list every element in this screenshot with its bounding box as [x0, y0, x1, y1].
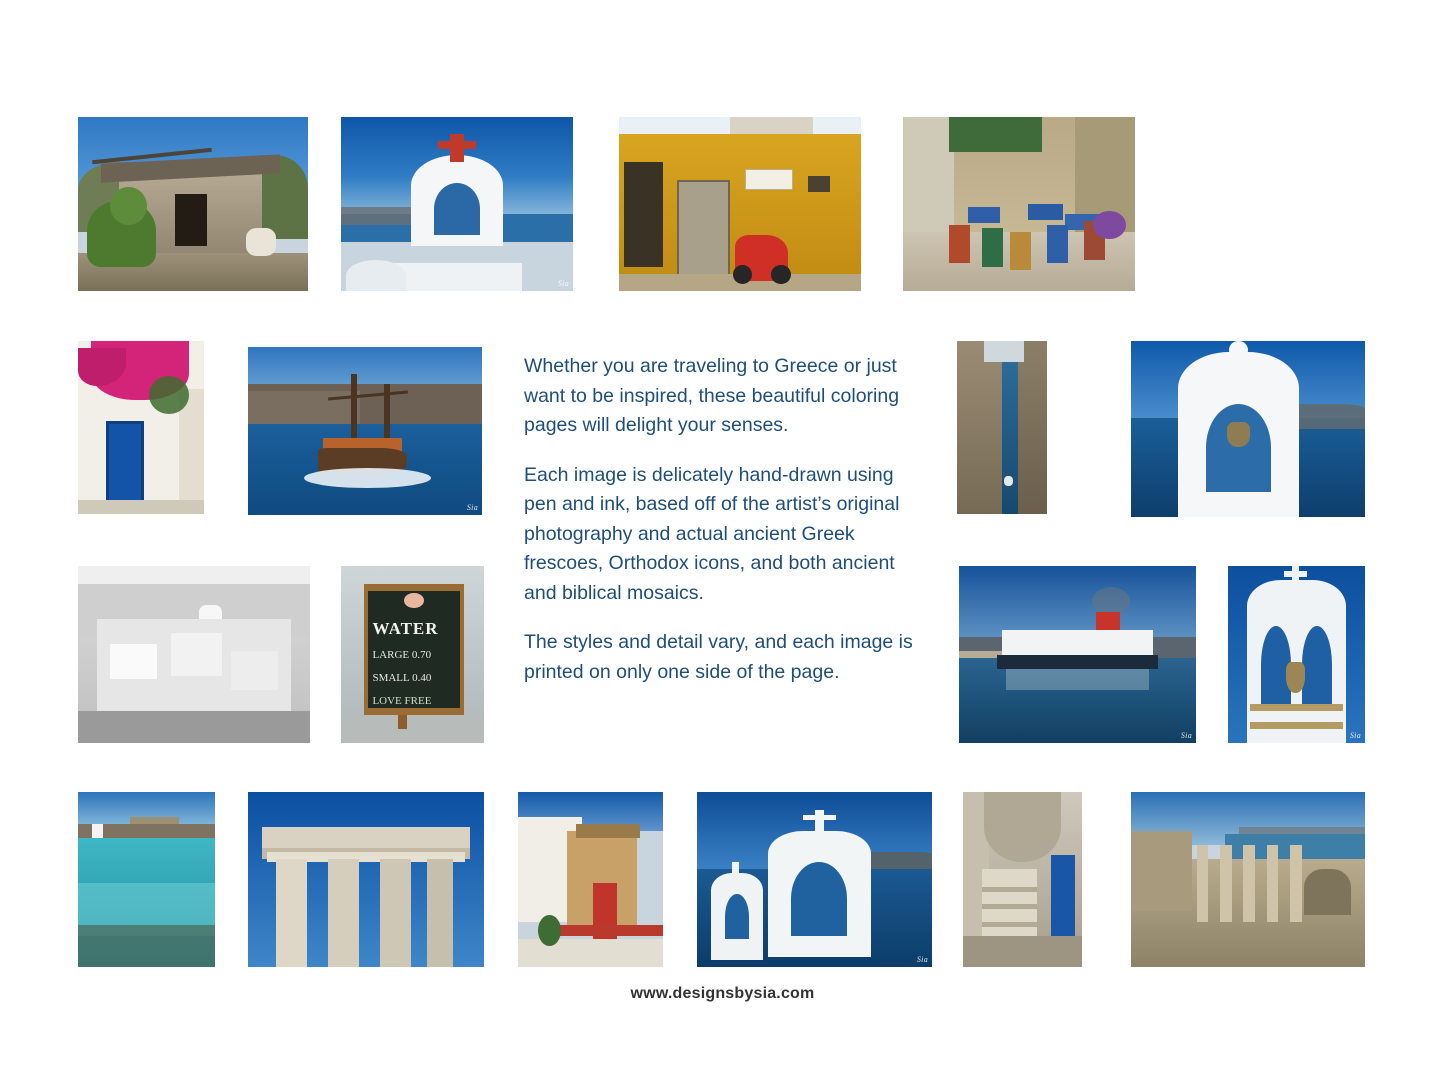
footer-website[interactable]: www.designsbysia.com	[630, 985, 815, 1002]
photo-canal-corinth	[957, 341, 1047, 514]
photo-yellow-wall-scooter	[619, 117, 861, 291]
photo-ferry-harbour	[959, 566, 1196, 743]
chalk-line-water: WATER	[372, 619, 439, 639]
photo-sailing-ship	[248, 347, 482, 515]
photo-turquoise-bay	[78, 792, 215, 967]
photo-bell-arch-sea	[1131, 341, 1365, 517]
chalk-line-large: LARGE 0.70	[372, 649, 432, 662]
photo-bell-tower-arches	[1228, 566, 1365, 743]
photo-water-chalkboard	[341, 566, 484, 743]
photo-taverna-alley	[903, 117, 1135, 291]
photo-alley-steps-blue-door	[963, 792, 1082, 967]
photo-signature: Sia	[1349, 731, 1361, 740]
body-paragraph-2: Each image is delicately hand-drawn using pen and ink, based off of the artist’s original photography and actual ancient Greek frescoes, Orthodox icons, and both ancient and biblical mosaics.	[524, 463, 900, 604]
photo-temple-columns	[248, 792, 484, 967]
chalk-line-love: LOVE FREE	[372, 695, 432, 708]
photo-blue-door-bougainvillea	[78, 341, 204, 514]
body-paragraph-3: The styles and detail vary, and each image is printed on only one side of the page.	[524, 631, 913, 683]
photo-acropolis-colonnade	[1131, 792, 1365, 967]
photo-belfry-caldera	[341, 117, 573, 291]
photo-signature: Sia	[916, 955, 928, 964]
photo-stone-hut-cactus	[78, 117, 308, 291]
photo-red-door-terrace	[518, 792, 663, 967]
photo-signature: Sia	[466, 503, 478, 512]
photo-village-greyscale	[78, 566, 310, 743]
body-copy	[524, 352, 924, 687]
photo-signature: Sia	[1180, 731, 1192, 740]
photo-signature: Sia	[557, 279, 569, 288]
body-paragraph-1: Whether you are traveling to Greece or just want to be inspired, these beautiful coloring pages will delight your senses.	[524, 355, 900, 436]
photo-double-bell-church	[697, 792, 932, 967]
chalk-line-small: SMALL 0.40	[372, 672, 432, 685]
